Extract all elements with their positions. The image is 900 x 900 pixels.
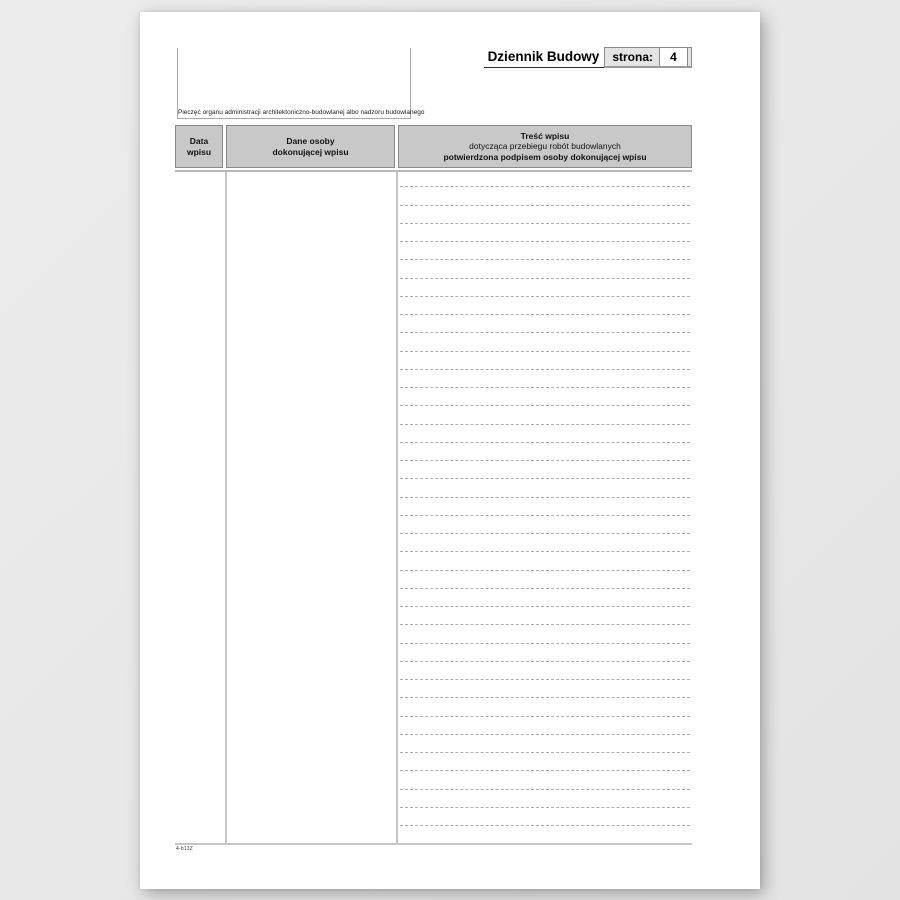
ruled-line <box>400 644 690 662</box>
column-header-line: potwierdzona podpisem osoby dokonującej wpisu <box>443 151 647 162</box>
ruled-line <box>400 607 690 625</box>
column-header-dane-osoby <box>226 125 395 168</box>
ruled-line <box>400 753 690 771</box>
table-header-row <box>175 125 692 168</box>
ruled-line <box>400 260 690 278</box>
ruled-line <box>400 187 690 205</box>
column-header-line: wpisu <box>186 146 212 157</box>
stamp-caption: Pieczęć organu administracji architektoniczno-budowlanej albo nadzoru budowlanego <box>178 109 425 116</box>
ruled-line <box>400 790 690 808</box>
ruled-line <box>400 279 690 297</box>
ruled-line <box>400 516 690 534</box>
ruled-line <box>400 352 690 370</box>
document-page <box>140 12 760 889</box>
ruled-line <box>400 206 690 224</box>
ruled-line <box>400 443 690 461</box>
ruled-line <box>400 662 690 680</box>
column-header-data-wpisu <box>175 125 223 168</box>
column-divider-2 <box>396 172 398 843</box>
ruled-line <box>400 479 690 497</box>
ruled-line <box>400 224 690 242</box>
column-divider-1 <box>225 172 227 843</box>
column-header-tresc-wpisu <box>398 125 692 168</box>
ruled-line <box>400 315 690 333</box>
ruled-line <box>400 698 690 716</box>
column-header-line: dotycząca przebiegu robót budowlanych <box>469 141 621 152</box>
column-header-line: Treść wpisu <box>520 130 570 141</box>
form-code: 4-b13Z <box>176 846 194 852</box>
column-header-line: Dane osoby <box>286 136 335 146</box>
ruled-line <box>400 169 690 187</box>
ruled-lines <box>400 169 690 826</box>
column-header-line: dokonującej wpisu <box>272 146 349 157</box>
ruled-line <box>400 589 690 607</box>
document-title: Dziennik Budowy <box>484 49 605 68</box>
ruled-line <box>400 242 690 260</box>
ruled-line <box>400 571 690 589</box>
ruled-line <box>400 333 690 351</box>
ruled-line <box>400 534 690 552</box>
ruled-line <box>400 552 690 570</box>
page-number-value: 4 <box>659 48 688 66</box>
title-area <box>484 47 692 68</box>
ruled-line <box>400 388 690 406</box>
ruled-line <box>400 406 690 424</box>
ruled-line <box>400 808 690 826</box>
ruled-line <box>400 461 690 479</box>
ruled-line <box>400 717 690 735</box>
page-number-label: strona: <box>612 49 653 64</box>
ruled-line <box>400 297 690 315</box>
column-header-line: Data <box>189 136 209 146</box>
page-number-box <box>604 47 692 68</box>
ruled-line <box>400 771 690 789</box>
ruled-line <box>400 735 690 753</box>
table-bottom-rule <box>175 843 692 845</box>
ruled-line <box>400 425 690 443</box>
stamp-area <box>177 48 425 119</box>
ruled-line <box>400 370 690 388</box>
ruled-line <box>400 498 690 516</box>
ruled-line <box>400 680 690 698</box>
ruled-line <box>400 625 690 643</box>
